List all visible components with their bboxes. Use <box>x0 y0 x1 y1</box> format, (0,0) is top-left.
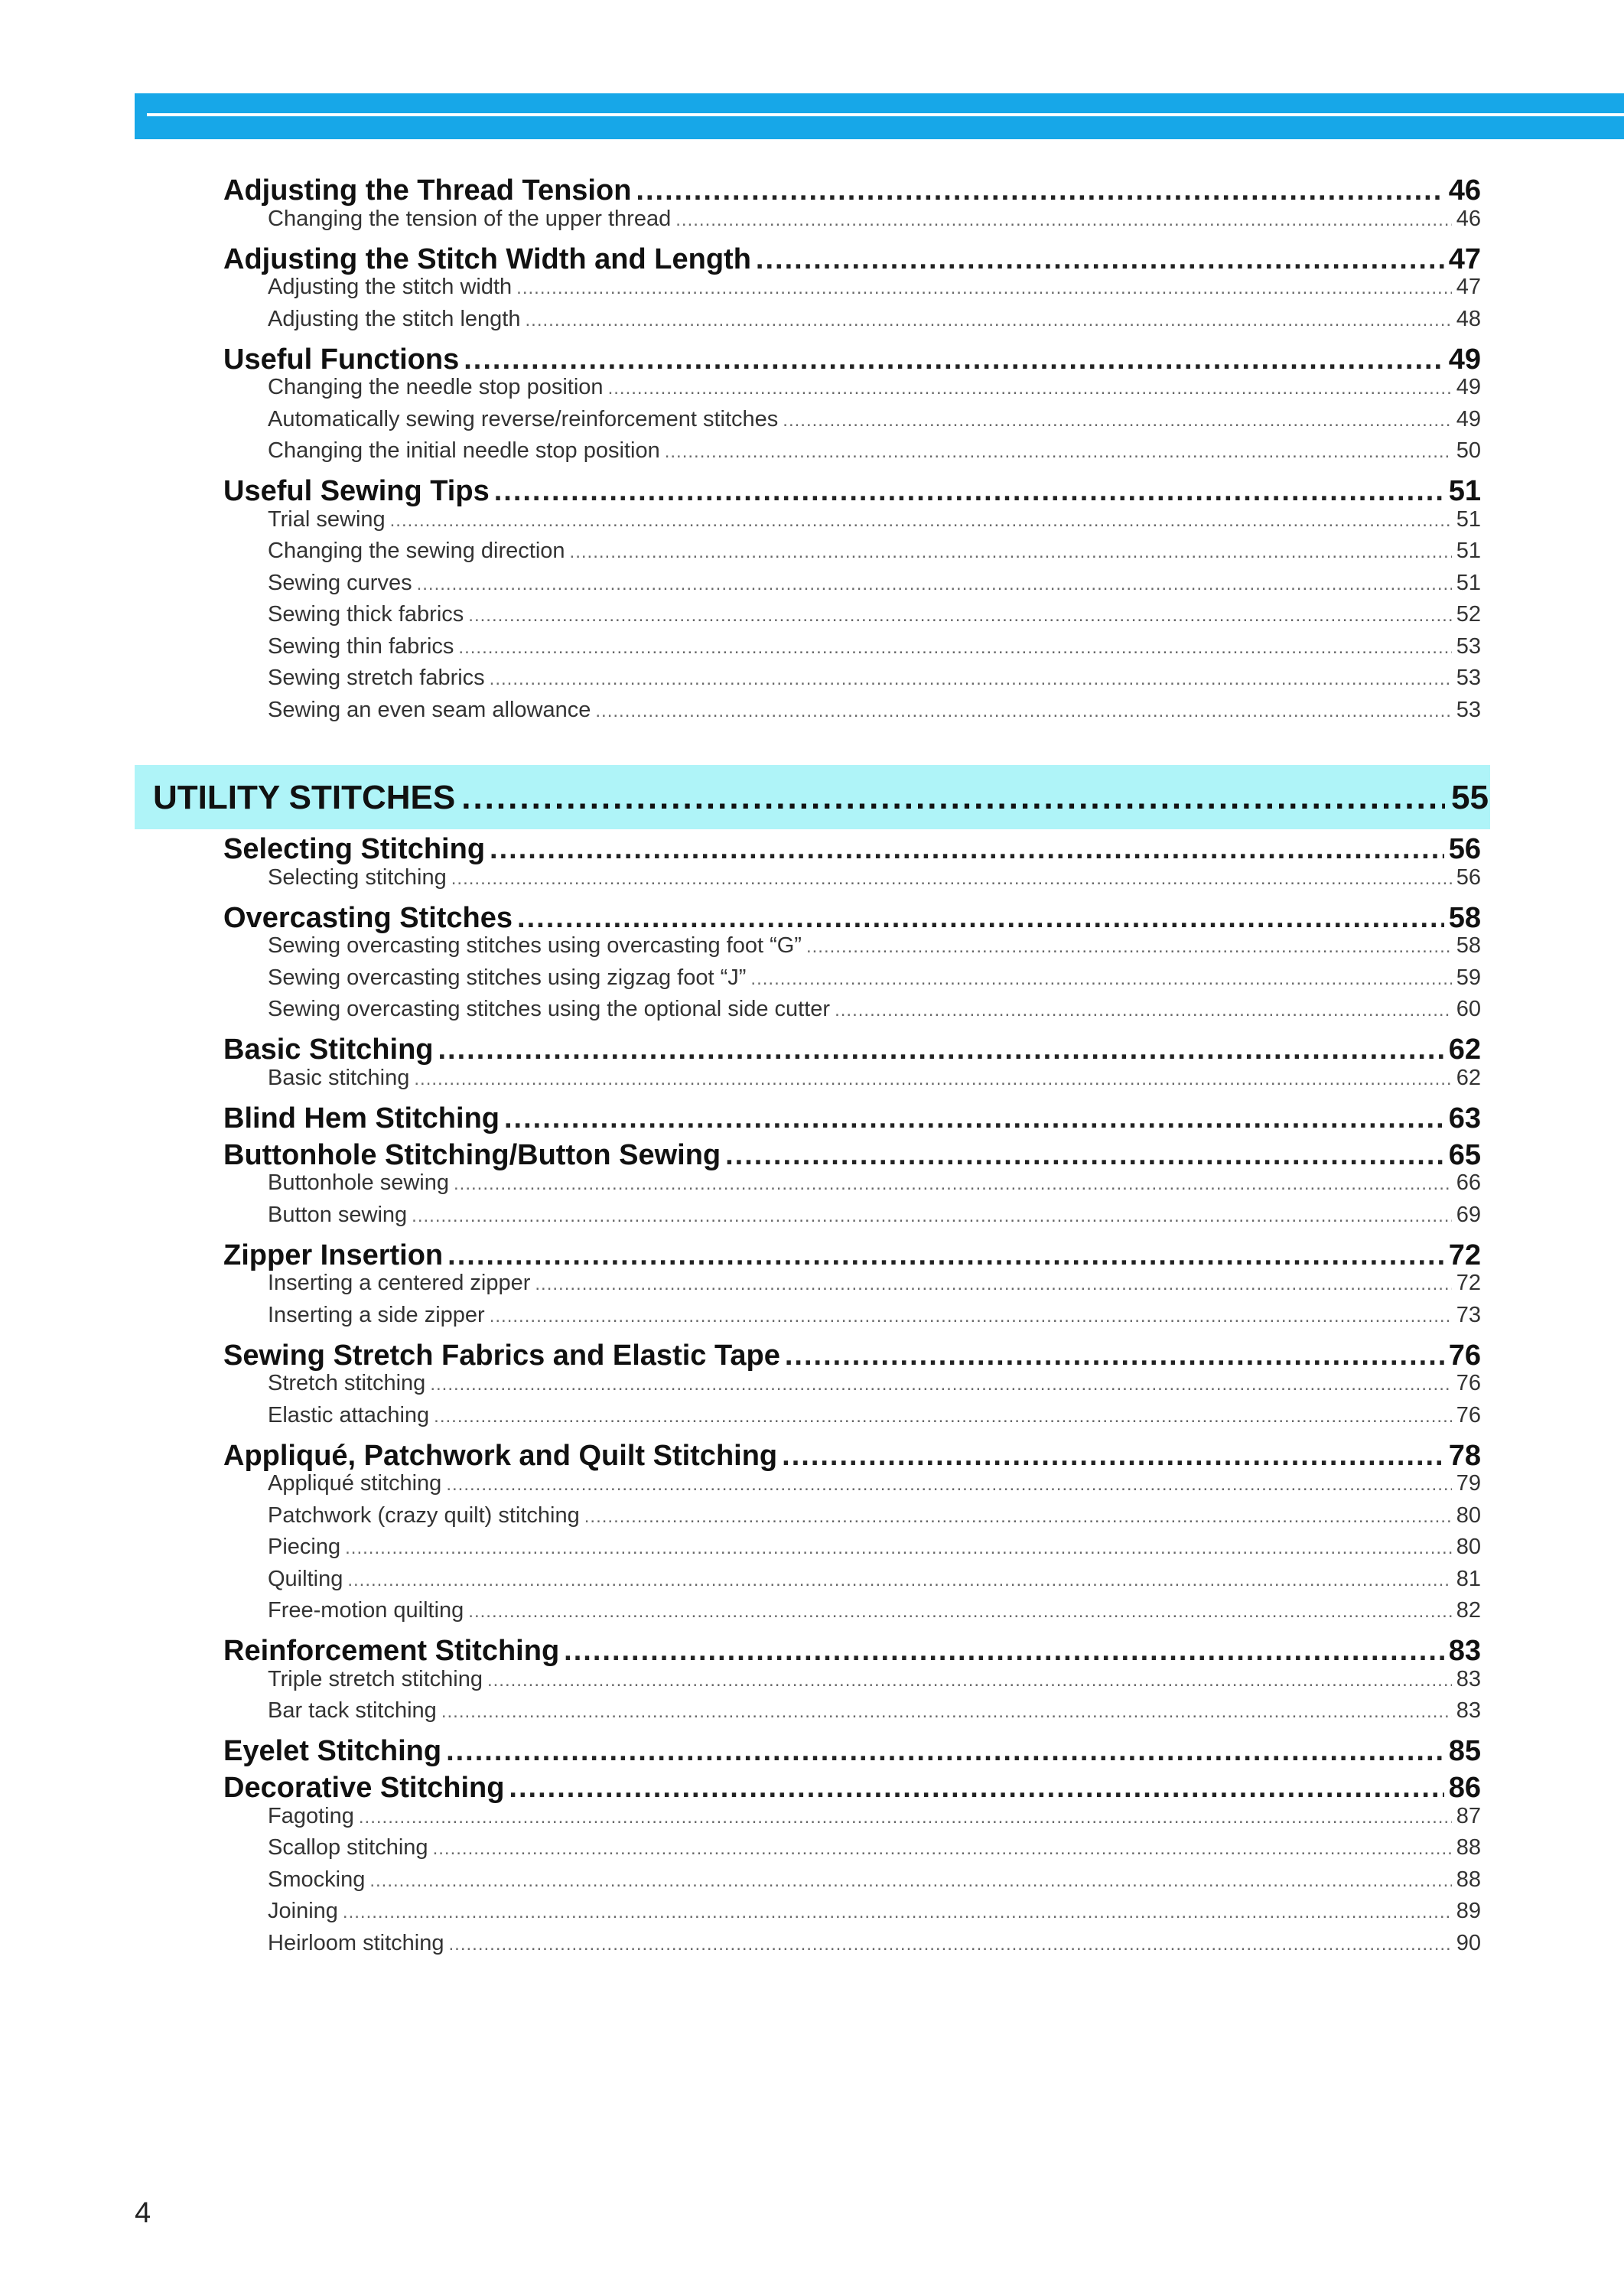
toc-entry-page: 49 <box>1448 343 1481 376</box>
toc-entry-title: Stretch stitching <box>268 1371 426 1395</box>
toc-entry-title: Selecting Stitching <box>223 833 486 865</box>
toc-entry-title: Patchwork (crazy quilt) stitching <box>268 1502 580 1528</box>
toc-leader-dots <box>584 1503 1452 1531</box>
toc-leader-dots <box>412 1203 1452 1230</box>
toc-entry-page: 87 <box>1456 1803 1481 1828</box>
toc-leader-dots <box>430 1371 1451 1398</box>
page-number: 4 <box>135 2197 151 2229</box>
toc-subsection-entry[interactable] <box>268 696 1481 725</box>
toc-section-entry[interactable] <box>223 1032 1481 1067</box>
toc-entry-title: Inserting a centered zipper <box>268 1271 531 1295</box>
toc-entry-page: 60 <box>1456 997 1481 1021</box>
toc-subsection-entry[interactable] <box>268 1565 1481 1594</box>
toc-entry-title: Sewing Stretch Fabrics and Elastic Tape <box>223 1339 780 1372</box>
toc-entry-page: 51 <box>1456 506 1481 532</box>
toc-entry-title: Inserting a side zipper <box>268 1302 485 1327</box>
toc-entry-page: 73 <box>1456 1302 1481 1327</box>
toc-entry-page: 81 <box>1456 1566 1481 1591</box>
toc-entry-page: 72 <box>1456 1271 1481 1295</box>
toc-subsection-entry[interactable] <box>268 1470 1481 1499</box>
toc-entry-title: Sewing thin fabrics <box>268 633 454 659</box>
toc-entry-title: Sewing thick fabrics <box>268 602 464 627</box>
toc-subsection-entry[interactable] <box>268 506 1481 535</box>
toc-leader-dots <box>414 1066 1451 1093</box>
toc-entry-page: 83 <box>1448 1635 1481 1667</box>
toc-section-entry[interactable] <box>223 173 1481 208</box>
toc-entry-title: Adjusting the Stitch Width and Length <box>223 243 751 275</box>
toc-entry-title: Automatically sewing reverse/reinforcement stitches <box>268 406 779 431</box>
toc-entry-title: Selecting stitching <box>268 864 447 890</box>
toc-entry-page: 58 <box>1456 933 1481 958</box>
toc-leader-dots <box>347 1567 1451 1594</box>
toc-leader-dots <box>390 507 1452 535</box>
toc-leader-dots <box>835 997 1452 1024</box>
chapter-entry[interactable] <box>153 777 1489 819</box>
toc-leader-dots <box>782 1438 1444 1473</box>
toc-subsection-entry[interactable] <box>268 864 1481 893</box>
toc-leader-dots <box>487 1667 1452 1694</box>
toc-entry-page: 82 <box>1456 1598 1481 1623</box>
toc-subsection-entry[interactable] <box>268 1697 1481 1726</box>
toc-leader-dots <box>806 933 1452 961</box>
toc-entry-title: Bar tack stitching <box>268 1698 437 1723</box>
toc-leader-dots <box>438 1032 1444 1067</box>
toc-entry-title: Changing the initial needle stop position <box>268 438 660 463</box>
toc-entry-title: Fagoting <box>268 1803 354 1828</box>
toc-leader-dots <box>675 207 1452 234</box>
toc-entry-page: 56 <box>1448 833 1481 865</box>
toc-entry-page: 72 <box>1448 1239 1481 1271</box>
toc-entry-title: Sewing stretch fabrics <box>268 666 485 690</box>
toc-leader-dots <box>343 1899 1452 1926</box>
toc-entry-page: 76 <box>1456 1402 1481 1427</box>
toc-entry-title: Useful Functions <box>223 343 460 376</box>
toc-entry-page: 76 <box>1448 1339 1481 1372</box>
toc-leader-dots <box>570 539 1452 566</box>
toc-leader-dots <box>451 865 1452 893</box>
toc-leader-dots <box>359 1804 1452 1831</box>
toc-section-entry[interactable] <box>223 1338 1481 1373</box>
toc-entry-page: 47 <box>1456 275 1481 299</box>
toc-entry-page: 78 <box>1448 1439 1481 1472</box>
toc-subsection-entry[interactable] <box>268 569 1481 598</box>
toc-subsection-entry[interactable] <box>268 405 1481 435</box>
chapter-title: UTILITY STITCHES <box>153 779 456 816</box>
toc-subsection-entry[interactable] <box>268 1201 1481 1230</box>
toc-entry-page: 49 <box>1456 406 1481 431</box>
toc-entry-title: Sewing an even seam allowance <box>268 697 591 722</box>
toc-section-entry[interactable] <box>223 832 1481 867</box>
toc-entry-title: Scallop stitching <box>268 1835 428 1860</box>
toc-entry-title: Appliqué, Patchwork and Quilt Stitching <box>223 1439 778 1472</box>
toc-subsection-entry[interactable] <box>268 537 1481 566</box>
toc-entry-page: 63 <box>1448 1102 1481 1134</box>
toc-section-entry[interactable] <box>223 1238 1481 1273</box>
toc-leader-dots <box>494 474 1444 509</box>
toc-subsection-entry[interactable] <box>268 995 1481 1024</box>
toc-entry-page: 69 <box>1456 1202 1481 1227</box>
toc-entry-page: 62 <box>1448 1034 1481 1066</box>
toc-leader-dots <box>783 407 1451 435</box>
toc-leader-dots <box>516 275 1452 302</box>
toc-section-entry[interactable] <box>223 900 1481 936</box>
toc-entry-title: Basic Stitching <box>223 1034 434 1066</box>
toc-entry-page: 85 <box>1448 1735 1481 1767</box>
toc-subsection-entry[interactable] <box>268 1169 1481 1198</box>
toc-entry-title: Smocking <box>268 1867 366 1892</box>
toc-entry-title: Buttonhole Stitching/Button Sewing <box>223 1138 721 1171</box>
toc-subsection-entry[interactable] <box>268 633 1481 662</box>
chapter-page: 55 <box>1451 779 1489 816</box>
toc-subsection-entry[interactable] <box>268 1802 1481 1831</box>
toc-entry-page: 80 <box>1456 1535 1481 1559</box>
toc-subsection-entry[interactable] <box>268 373 1481 402</box>
toc-entry-page: 79 <box>1456 1471 1481 1496</box>
toc-entry-page: 66 <box>1456 1170 1481 1195</box>
toc-entry-title: Sewing overcasting stitches using overcasting foot “G” <box>268 933 802 958</box>
toc-section-entry[interactable] <box>223 1733 1481 1769</box>
toc-leader-dots <box>756 242 1444 277</box>
toc-entry-page: 50 <box>1456 438 1481 463</box>
toc-subsection-entry[interactable] <box>268 1533 1481 1562</box>
chapter-leader-dots <box>461 777 1445 819</box>
toc-entry-title: Triple stretch stitching <box>268 1666 483 1691</box>
toc-entry-page: 90 <box>1456 1930 1481 1955</box>
toc-leader-dots <box>785 1338 1444 1373</box>
toc-entry-page: 83 <box>1456 1698 1481 1723</box>
toc-subsection-entry[interactable] <box>268 1834 1481 1863</box>
toc-leader-dots <box>490 1303 1452 1330</box>
toc-entry-title: Changing the tension of the upper thread <box>268 206 672 231</box>
toc-leader-dots <box>468 602 1451 630</box>
toc-entry-title: Free-motion quilting <box>268 1598 464 1623</box>
toc-subsection-entry[interactable] <box>268 1369 1481 1398</box>
toc-leader-dots <box>504 1101 1444 1136</box>
toc-subsection-entry[interactable] <box>268 1269 1481 1298</box>
toc-leader-dots <box>417 571 1452 598</box>
toc-leader-dots <box>369 1867 1451 1895</box>
toc-subsection-entry[interactable] <box>268 1929 1481 1958</box>
toc-leader-dots <box>441 1698 1452 1726</box>
toc-entry-page: 46 <box>1448 174 1481 207</box>
toc-entry-title: Buttonhole sewing <box>268 1170 449 1195</box>
table-of-contents <box>223 0 1481 2295</box>
toc-entry-page: 53 <box>1456 697 1481 722</box>
toc-subsection-entry[interactable] <box>268 1866 1481 1895</box>
toc-leader-dots <box>750 965 1451 993</box>
toc-leader-dots <box>608 375 1452 402</box>
toc-leader-dots <box>665 438 1452 466</box>
toc-subsection-entry[interactable] <box>268 1897 1481 1926</box>
toc-leader-dots <box>725 1138 1444 1173</box>
toc-entry-title: Sewing overcasting stitches using zigzag foot “J” <box>268 965 747 990</box>
toc-leader-dots <box>517 900 1444 936</box>
toc-leader-dots <box>434 1403 1452 1431</box>
toc-subsection-entry[interactable] <box>268 1401 1481 1431</box>
toc-section-entry[interactable] <box>223 474 1481 509</box>
toc-entry-title: Adjusting the Thread Tension <box>223 174 632 207</box>
toc-entry-title: Sewing overcasting stitches using the optional side cutter <box>268 997 831 1021</box>
toc-leader-dots <box>490 666 1452 693</box>
toc-entry-page: 76 <box>1456 1371 1481 1395</box>
toc-entry-page: 83 <box>1456 1666 1481 1691</box>
toc-entry-page: 49 <box>1456 375 1481 399</box>
toc-entry-page: 53 <box>1456 633 1481 659</box>
toc-leader-dots <box>636 173 1443 208</box>
toc-leader-dots <box>454 1170 1452 1198</box>
toc-leader-dots <box>458 634 1451 662</box>
toc-section-entry[interactable] <box>223 1438 1481 1473</box>
toc-section-entry[interactable] <box>223 242 1481 277</box>
toc-leader-dots <box>446 1733 1444 1769</box>
toc-leader-dots <box>446 1471 1451 1499</box>
toc-leader-dots <box>535 1271 1451 1298</box>
toc-entry-title: Adjusting the stitch width <box>268 275 513 299</box>
toc-entry-title: Joining <box>268 1899 338 1923</box>
toc-section-entry[interactable] <box>223 342 1481 377</box>
toc-subsection-entry[interactable] <box>268 664 1481 693</box>
toc-entry-page: 47 <box>1448 243 1481 275</box>
toc-entry-title: Blind Hem Stitching <box>223 1102 500 1134</box>
toc-entry-title: Decorative Stitching <box>223 1772 505 1804</box>
toc-leader-dots <box>447 1238 1444 1273</box>
toc-entry-title: Eyelet Stitching <box>223 1735 442 1767</box>
toc-leader-dots <box>468 1598 1451 1626</box>
toc-section-entry[interactable] <box>223 1770 1481 1805</box>
toc-subsection-entry[interactable] <box>268 437 1481 466</box>
toc-entry-page: 86 <box>1448 1772 1481 1804</box>
toc-entry-page: 56 <box>1456 864 1481 890</box>
toc-subsection-entry[interactable] <box>268 1597 1481 1626</box>
toc-entry-title: Elastic attaching <box>268 1402 430 1427</box>
toc-entry-page: 80 <box>1456 1502 1481 1528</box>
toc-entry-title: Overcasting Stitches <box>223 901 513 934</box>
toc-subsection-entry[interactable] <box>268 1502 1481 1531</box>
toc-entry-title: Button sewing <box>268 1202 408 1227</box>
toc-entry-title: Trial sewing <box>268 506 386 532</box>
toc-leader-dots <box>433 1835 1452 1863</box>
toc-subsection-entry[interactable] <box>268 205 1481 234</box>
toc-entry-page: 59 <box>1456 965 1481 990</box>
toc-entry-title: Useful Sewing Tips <box>223 475 490 507</box>
toc-entry-page: 53 <box>1456 666 1481 690</box>
toc-entry-page: 65 <box>1448 1138 1481 1171</box>
toc-entry-page: 58 <box>1448 901 1481 934</box>
toc-subsection-entry[interactable] <box>268 305 1481 334</box>
toc-entry-page: 51 <box>1456 539 1481 563</box>
toc-entry-page: 51 <box>1456 570 1481 595</box>
toc-leader-dots <box>595 698 1451 725</box>
toc-entry-page: 52 <box>1456 602 1481 627</box>
toc-section-entry[interactable] <box>223 1138 1481 1173</box>
toc-subsection-entry[interactable] <box>268 932 1481 961</box>
toc-subsection-entry[interactable] <box>268 1665 1481 1694</box>
toc-entry-title: Changing the sewing direction <box>268 539 565 563</box>
toc-leader-dots <box>509 1770 1443 1805</box>
toc-entry-page: 62 <box>1456 1065 1481 1090</box>
toc-section-entry[interactable] <box>223 1101 1481 1136</box>
toc-entry-page: 88 <box>1456 1835 1481 1860</box>
toc-subsection-entry[interactable] <box>268 1064 1481 1093</box>
toc-leader-dots <box>490 832 1444 867</box>
toc-section-entry[interactable] <box>223 1633 1481 1668</box>
toc-entry-title: Reinforcement Stitching <box>223 1635 560 1667</box>
toc-subsection-entry[interactable] <box>268 273 1481 302</box>
toc-entry-title: Basic stitching <box>268 1065 410 1090</box>
toc-entry-title: Quilting <box>268 1566 343 1591</box>
toc-entry-page: 89 <box>1456 1899 1481 1923</box>
toc-leader-dots <box>345 1535 1452 1562</box>
toc-subsection-entry[interactable] <box>268 601 1481 630</box>
toc-subsection-entry[interactable] <box>268 964 1481 993</box>
toc-entry-title: Appliqué stitching <box>268 1471 442 1496</box>
toc-leader-dots <box>448 1931 1451 1958</box>
toc-entry-page: 51 <box>1448 475 1481 507</box>
toc-entry-title: Sewing curves <box>268 570 412 595</box>
toc-entry-page: 46 <box>1456 206 1481 231</box>
toc-leader-dots <box>464 342 1443 377</box>
toc-subsection-entry[interactable] <box>268 1301 1481 1330</box>
toc-entry-title: Zipper Insertion <box>223 1239 444 1271</box>
toc-entry-title: Heirloom stitching <box>268 1930 444 1955</box>
toc-entry-title: Piecing <box>268 1535 341 1559</box>
toc-entry-page: 88 <box>1456 1867 1481 1892</box>
toc-entry-page: 48 <box>1456 306 1481 331</box>
toc-entry-title: Changing the needle stop position <box>268 375 604 399</box>
toc-leader-dots <box>564 1633 1444 1668</box>
toc-leader-dots <box>525 307 1451 334</box>
toc-entry-title: Adjusting the stitch length <box>268 306 521 331</box>
